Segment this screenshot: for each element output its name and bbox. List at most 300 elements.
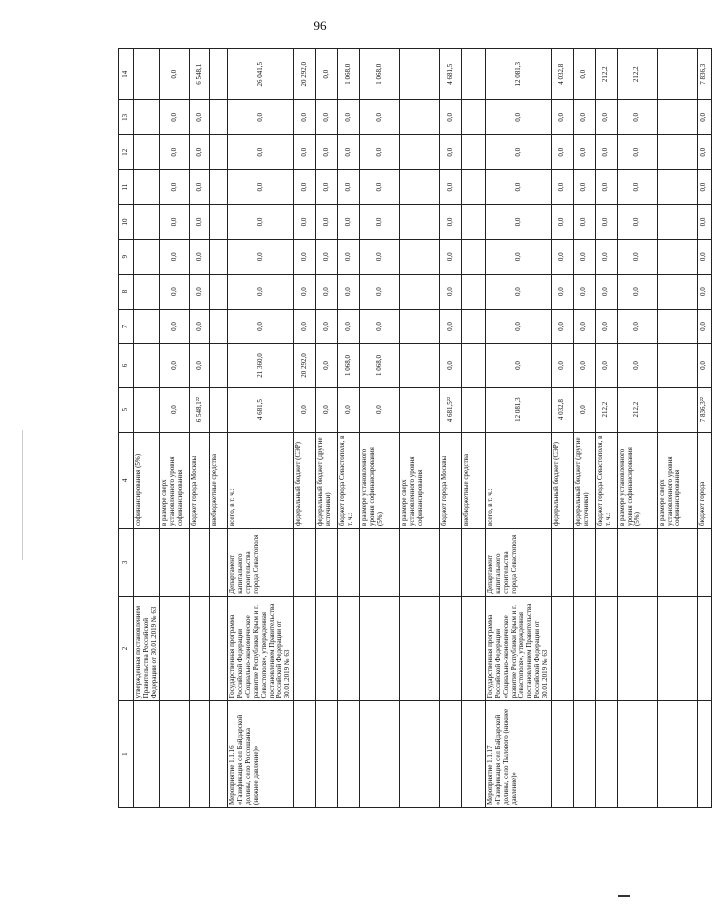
value-cell: 0,0: [440, 309, 462, 344]
value-cell: 0,0: [573, 387, 595, 432]
value-cell: [134, 387, 160, 432]
value-cell: 0,0: [316, 274, 338, 309]
value-cell: 0,0: [595, 309, 617, 344]
header-cell: 3: [119, 529, 134, 597]
text-cell: Мероприятие 1.1.17 «Газификация сел Байдарской долины, село Тылового (нижнее давление)»: [486, 701, 552, 808]
value-cell: 0,0: [316, 49, 338, 100]
value-cell: [210, 205, 228, 240]
text-cell: внебюджетные средства: [462, 432, 486, 528]
value-cell: 0,0: [573, 100, 595, 135]
text-cell: [338, 701, 360, 808]
value-cell: 0,0: [697, 274, 711, 309]
value-cell: 0,0: [617, 135, 657, 170]
value-cell: 0,0: [551, 135, 573, 170]
value-cell: 0,0: [360, 135, 400, 170]
text-cell: [316, 701, 338, 808]
text-cell: Департамент капитального строительства города Севастополя: [486, 529, 552, 597]
value-cell: 0,0: [294, 309, 316, 344]
value-cell: 20 292,0: [294, 49, 316, 100]
value-cell: 0,0: [316, 239, 338, 274]
text-cell: [573, 529, 595, 597]
value-cell: 212,2: [617, 387, 657, 432]
value-cell: [657, 205, 697, 240]
value-cell: 0,0: [360, 274, 400, 309]
value-cell: 7 836,3²²: [697, 387, 711, 432]
value-cell: [462, 100, 486, 135]
table-row: [190, 49, 210, 808]
value-cell: [462, 344, 486, 387]
value-cell: [462, 387, 486, 432]
value-cell: 0,0: [486, 170, 552, 205]
value-cell: 0,0: [160, 135, 190, 170]
text-cell: бюджет города Москвы: [190, 432, 210, 528]
value-cell: [462, 239, 486, 274]
value-cell: [134, 49, 160, 100]
header-cell: 14: [119, 49, 134, 100]
value-cell: 0,0: [360, 170, 400, 205]
value-cell: 4 681,5²²: [440, 387, 462, 432]
value-cell: 0,0: [338, 170, 360, 205]
value-cell: 0,0: [190, 274, 210, 309]
value-cell: 0,0: [440, 239, 462, 274]
text-cell: [440, 529, 462, 597]
text-cell: [657, 529, 697, 597]
text-cell: [190, 529, 210, 597]
text-cell: [697, 529, 711, 597]
value-cell: 0,0: [486, 239, 552, 274]
value-cell: 0,0: [316, 100, 338, 135]
margin-line: [22, 430, 23, 560]
text-cell: Мероприятие 1.1.16 «Газификация сел Байдарской долины, село Россошанка (нижнее давление)»: [228, 701, 294, 808]
text-cell: [134, 529, 160, 597]
value-cell: 0,0: [338, 387, 360, 432]
value-cell: 0,0: [595, 239, 617, 274]
text-cell: бюджет города Севастополя, в т. ч.:: [595, 432, 617, 528]
value-cell: 0,0: [595, 170, 617, 205]
header-cell: 12: [119, 135, 134, 170]
value-cell: [400, 274, 440, 309]
value-cell: 0,0: [228, 309, 294, 344]
value-cell: 4 032,8: [551, 49, 573, 100]
header-cell: 13: [119, 100, 134, 135]
header-cell: 1: [119, 701, 134, 808]
value-cell: 0,0: [573, 274, 595, 309]
value-cell: 21 360,0: [228, 344, 294, 387]
text-cell: [316, 596, 338, 701]
value-cell: [400, 387, 440, 432]
value-cell: 0,0: [190, 135, 210, 170]
text-cell: [595, 529, 617, 597]
text-cell: [360, 529, 400, 597]
text-cell: всего, в т. ч.:: [228, 432, 294, 528]
value-cell: 1 068,0: [360, 344, 400, 387]
value-cell: 0,0: [595, 205, 617, 240]
text-cell: в размере установленного уровня софинансирования (5%): [617, 432, 657, 528]
value-cell: [134, 344, 160, 387]
value-cell: 0,0: [316, 309, 338, 344]
table-row: [360, 49, 400, 808]
text-cell: бюджет города: [697, 432, 711, 528]
value-cell: 12 081,3: [486, 387, 552, 432]
table-row: [595, 49, 617, 808]
text-cell: [360, 701, 400, 808]
value-cell: 0,0: [316, 170, 338, 205]
value-cell: 0,0: [316, 344, 338, 387]
text-cell: [294, 701, 316, 808]
value-cell: 0,0: [697, 239, 711, 274]
value-cell: 0,0: [486, 100, 552, 135]
text-cell: [551, 529, 573, 597]
text-cell: [210, 529, 228, 597]
text-cell: [617, 529, 657, 597]
text-cell: [190, 596, 210, 701]
value-cell: 0,0: [551, 309, 573, 344]
text-cell: [400, 529, 440, 597]
value-cell: 212,2: [595, 387, 617, 432]
value-cell: 0,0: [440, 170, 462, 205]
value-cell: 0,0: [551, 100, 573, 135]
text-cell: в размере установленного уровня софинансирования (5%): [360, 432, 400, 528]
text-cell: [338, 596, 360, 701]
value-cell: [210, 170, 228, 205]
value-cell: 0,0: [440, 274, 462, 309]
text-cell: [294, 596, 316, 701]
table-row: [134, 49, 160, 808]
text-cell: [338, 529, 360, 597]
value-cell: 0,0: [316, 135, 338, 170]
value-cell: [462, 274, 486, 309]
value-cell: 0,0: [160, 387, 190, 432]
value-cell: 0,0: [294, 135, 316, 170]
table-row: [160, 49, 190, 808]
value-cell: 0,0: [440, 135, 462, 170]
value-cell: 0,0: [338, 100, 360, 135]
text-cell: [462, 596, 486, 701]
text-cell: Департамент капитального строительства города Севастополя: [228, 529, 294, 597]
value-cell: [657, 100, 697, 135]
value-cell: 0,0: [617, 170, 657, 205]
value-cell: [657, 239, 697, 274]
value-cell: [657, 344, 697, 387]
value-cell: 4 681,5: [440, 49, 462, 100]
value-cell: [210, 309, 228, 344]
value-cell: 0,0: [486, 205, 552, 240]
value-cell: [134, 170, 160, 205]
text-cell: [573, 596, 595, 701]
text-cell: [210, 596, 228, 701]
value-cell: 0,0: [294, 205, 316, 240]
value-cell: 0,0: [228, 135, 294, 170]
text-cell: Государственная программа Российской Федерации «Социально-экономическое развитие Республики Крым и г. Севастополя», утвержденная постановлением Правительства Российской Федерации от 30.01.2019 № 63: [486, 596, 552, 701]
text-cell: бюджет города Москвы: [440, 432, 462, 528]
value-cell: [462, 170, 486, 205]
value-cell: [657, 387, 697, 432]
value-cell: 0,0: [573, 49, 595, 100]
value-cell: 0,0: [486, 309, 552, 344]
value-cell: 0,0: [617, 274, 657, 309]
text-cell: [573, 701, 595, 808]
value-cell: 0,0: [338, 274, 360, 309]
value-cell: 0,0: [617, 239, 657, 274]
value-cell: 1 068,0: [338, 344, 360, 387]
value-cell: 0,0: [573, 239, 595, 274]
value-cell: 0,0: [595, 135, 617, 170]
text-cell: [360, 596, 400, 701]
table-row: [573, 49, 595, 808]
value-cell: 20 292,0: [294, 344, 316, 387]
value-cell: 0,0: [617, 100, 657, 135]
value-cell: 0,0: [190, 205, 210, 240]
value-cell: [400, 100, 440, 135]
value-cell: 1 068,0: [338, 49, 360, 100]
value-cell: 0,0: [595, 274, 617, 309]
value-cell: 0,0: [160, 205, 190, 240]
value-cell: [400, 170, 440, 205]
text-cell: [160, 701, 190, 808]
value-cell: 0,0: [617, 344, 657, 387]
value-cell: 212,2: [595, 49, 617, 100]
text-cell: федеральный бюджет (СЭР): [294, 432, 316, 528]
value-cell: 0,0: [360, 239, 400, 274]
header-cell: 4: [119, 432, 134, 528]
text-cell: утвержденная постановлением Правительства Российской Федерации от 30.01.2019 № 63: [134, 596, 160, 701]
value-cell: 0,0: [551, 344, 573, 387]
value-cell: [657, 170, 697, 205]
budget-table-rotated: [118, 48, 708, 808]
text-cell: [551, 701, 573, 808]
value-cell: [462, 205, 486, 240]
value-cell: 0,0: [160, 274, 190, 309]
value-cell: 0,0: [573, 344, 595, 387]
value-cell: 0,0: [228, 100, 294, 135]
table-row: [400, 49, 440, 808]
text-cell: в размере сверх установленного уровня софинансирования: [400, 432, 440, 528]
value-cell: [210, 344, 228, 387]
text-cell: [190, 701, 210, 808]
table-row: [551, 49, 573, 808]
value-cell: 26 041,5: [228, 49, 294, 100]
value-cell: 0,0: [228, 274, 294, 309]
page-number: 96: [313, 18, 327, 33]
header-cell: 11: [119, 170, 134, 205]
value-cell: [462, 309, 486, 344]
header-cell: 6: [119, 344, 134, 387]
value-cell: 0,0: [440, 344, 462, 387]
value-cell: 0,0: [697, 135, 711, 170]
table-row: [228, 49, 294, 808]
value-cell: 0,0: [190, 309, 210, 344]
value-cell: 1 068,0: [360, 49, 400, 100]
header-cell: 2: [119, 596, 134, 701]
table-row: [316, 49, 338, 808]
value-cell: 0,0: [316, 205, 338, 240]
value-cell: 0,0: [551, 274, 573, 309]
value-cell: 0,0: [573, 170, 595, 205]
text-cell: [462, 529, 486, 597]
value-cell: 0,0: [486, 274, 552, 309]
value-cell: 0,0: [697, 344, 711, 387]
value-cell: [210, 135, 228, 170]
value-cell: [657, 309, 697, 344]
value-cell: [210, 100, 228, 135]
value-cell: [400, 135, 440, 170]
value-cell: [210, 274, 228, 309]
table-row: [338, 49, 360, 808]
value-cell: [210, 239, 228, 274]
value-cell: 12 081,3: [486, 49, 552, 100]
value-cell: 0,0: [228, 170, 294, 205]
value-cell: 0,0: [573, 309, 595, 344]
text-cell: [400, 596, 440, 701]
value-cell: 0,0: [160, 239, 190, 274]
value-cell: 6 548,1: [190, 49, 210, 100]
value-cell: 0,0: [595, 100, 617, 135]
text-cell: [617, 701, 657, 808]
table-row: [697, 49, 711, 808]
value-cell: [400, 49, 440, 100]
text-cell: [400, 701, 440, 808]
text-cell: Государственная программа Российской Федерации «Социально-экономическое развитие Республики Крым и г. Севастополя», утвержденная постановлением Правительства Российской Федерации от 30.01.2019 № 63: [228, 596, 294, 701]
text-cell: [440, 596, 462, 701]
text-cell: софинансирования (5%): [134, 432, 160, 528]
value-cell: 212,2: [617, 49, 657, 100]
value-cell: 0,0: [697, 100, 711, 135]
table-row: [617, 49, 657, 808]
value-cell: 0,0: [190, 100, 210, 135]
value-cell: 0,0: [617, 205, 657, 240]
text-cell: [697, 596, 711, 701]
value-cell: 0,0: [617, 309, 657, 344]
text-cell: [697, 701, 711, 808]
text-cell: [440, 701, 462, 808]
value-cell: 4 032,8: [551, 387, 573, 432]
value-cell: 0,0: [160, 309, 190, 344]
value-cell: 0,0: [697, 205, 711, 240]
value-cell: 0,0: [190, 344, 210, 387]
value-cell: 0,0: [697, 170, 711, 205]
value-cell: 0,0: [486, 344, 552, 387]
value-cell: 0,0: [160, 100, 190, 135]
text-cell: [462, 701, 486, 808]
text-cell: всего, в т. ч.:: [486, 432, 552, 528]
value-cell: 0,0: [573, 135, 595, 170]
header-cell: 8: [119, 274, 134, 309]
value-cell: 0,0: [360, 100, 400, 135]
text-cell: [210, 701, 228, 808]
text-cell: [551, 596, 573, 701]
text-cell: [134, 701, 160, 808]
value-cell: [134, 135, 160, 170]
value-cell: 0,0: [551, 239, 573, 274]
table-row: [440, 49, 462, 808]
value-cell: 0,0: [360, 309, 400, 344]
value-cell: [657, 49, 697, 100]
value-cell: [657, 274, 697, 309]
table-row: [210, 49, 228, 808]
table-row: [657, 49, 697, 808]
value-cell: 4 681,5: [228, 387, 294, 432]
value-cell: 0,0: [486, 135, 552, 170]
value-cell: [210, 49, 228, 100]
value-cell: [134, 205, 160, 240]
value-cell: 0,0: [294, 239, 316, 274]
value-cell: 0,0: [697, 309, 711, 344]
value-cell: 0,0: [160, 344, 190, 387]
value-cell: 0,0: [294, 100, 316, 135]
value-cell: 0,0: [160, 170, 190, 205]
text-cell: [294, 529, 316, 597]
value-cell: 0,0: [316, 387, 338, 432]
header-row: [119, 49, 134, 808]
text-cell: [160, 529, 190, 597]
value-cell: [400, 205, 440, 240]
value-cell: 0,0: [294, 387, 316, 432]
value-cell: 7 836,3: [697, 49, 711, 100]
text-cell: федеральный бюджет (СЭР): [551, 432, 573, 528]
text-cell: в размере сверх установленного уровня софинансирования: [657, 432, 697, 528]
text-cell: федеральный бюджет (другие источники): [316, 432, 338, 528]
header-cell: 7: [119, 309, 134, 344]
value-cell: 0,0: [595, 344, 617, 387]
value-cell: 0,0: [338, 239, 360, 274]
value-cell: 0,0: [360, 387, 400, 432]
value-cell: 0,0: [160, 49, 190, 100]
value-cell: 0,0: [294, 170, 316, 205]
text-cell: [595, 596, 617, 701]
value-cell: [210, 387, 228, 432]
value-cell: 0,0: [338, 135, 360, 170]
header-cell: 10: [119, 205, 134, 240]
text-cell: [595, 701, 617, 808]
value-cell: 0,0: [338, 205, 360, 240]
value-cell: [134, 309, 160, 344]
value-cell: 0,0: [190, 170, 210, 205]
value-cell: [134, 239, 160, 274]
value-cell: [400, 309, 440, 344]
table-row: [294, 49, 316, 808]
value-cell: 0,0: [551, 205, 573, 240]
text-cell: внебюджетные средства: [210, 432, 228, 528]
value-cell: 0,0: [338, 309, 360, 344]
text-cell: [617, 596, 657, 701]
corner-mark: [618, 895, 630, 897]
value-cell: 0,0: [360, 205, 400, 240]
value-cell: 0,0: [440, 100, 462, 135]
text-cell: [316, 529, 338, 597]
value-cell: 0,0: [440, 205, 462, 240]
value-cell: 0,0: [551, 170, 573, 205]
text-cell: бюджет города Севастополя, в т. ч.:: [338, 432, 360, 528]
value-cell: [462, 135, 486, 170]
table-row: [486, 49, 552, 808]
text-cell: [657, 596, 697, 701]
header-cell: 9: [119, 239, 134, 274]
text-cell: [657, 701, 697, 808]
value-cell: 0,0: [573, 205, 595, 240]
text-cell: [160, 596, 190, 701]
value-cell: [134, 274, 160, 309]
value-cell: [462, 49, 486, 100]
value-cell: [657, 135, 697, 170]
value-cell: 0,0: [228, 239, 294, 274]
value-cell: [400, 239, 440, 274]
value-cell: [134, 100, 160, 135]
value-cell: 0,0: [294, 274, 316, 309]
budget-table: [118, 48, 712, 808]
header-cell: 5: [119, 387, 134, 432]
text-cell: в размере сверх установленного уровня софинансирования: [160, 432, 190, 528]
text-cell: федеральный бюджет (другие источники): [573, 432, 595, 528]
